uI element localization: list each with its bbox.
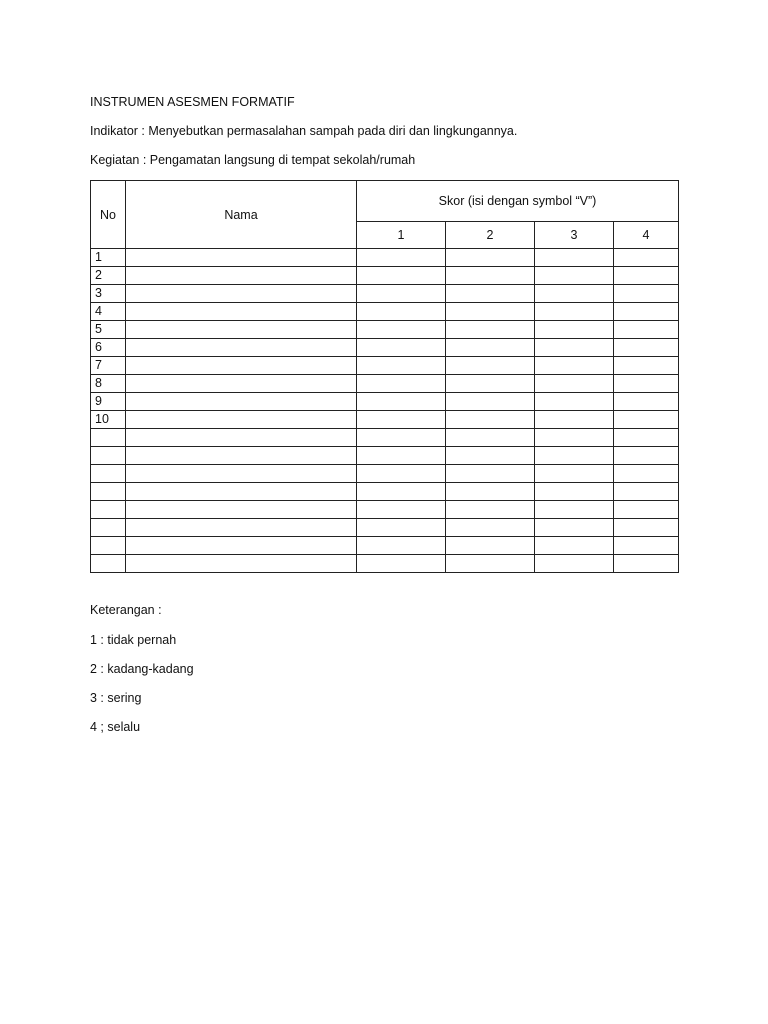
- score-cell: [446, 501, 535, 519]
- nama-cell: [126, 285, 357, 303]
- score-cell: [535, 375, 614, 393]
- score-cell: [535, 501, 614, 519]
- score-cell: [614, 357, 679, 375]
- table-row: [91, 303, 679, 321]
- table-row: [91, 267, 679, 285]
- row-number: 8: [91, 375, 126, 393]
- nama-cell: [126, 375, 357, 393]
- score-cell: [614, 393, 679, 411]
- score-cell: [357, 303, 446, 321]
- score-cell: [357, 357, 446, 375]
- score-cell: [446, 465, 535, 483]
- nama-cell: [126, 465, 357, 483]
- score-cell: [535, 483, 614, 501]
- score-cell: [446, 411, 535, 429]
- score-cell: [446, 249, 535, 267]
- score-cell: [614, 411, 679, 429]
- score-cell: [357, 339, 446, 357]
- table-row: [91, 321, 679, 339]
- row-number: 3: [91, 285, 126, 303]
- score-cell: [535, 411, 614, 429]
- nama-cell: [126, 483, 357, 501]
- row-number: [91, 465, 126, 483]
- table-row: [91, 501, 679, 519]
- score-cell: [535, 321, 614, 339]
- nama-cell: [126, 411, 357, 429]
- score-cell: [535, 519, 614, 537]
- score-cell: [357, 537, 446, 555]
- nama-cell: [126, 357, 357, 375]
- score-cell: [535, 393, 614, 411]
- header-score-2: 2: [446, 222, 535, 249]
- score-cell: [357, 555, 446, 573]
- score-cell: [357, 483, 446, 501]
- score-cell: [614, 249, 679, 267]
- keterangan-item: 2 : kadang-kadang: [90, 662, 194, 676]
- score-cell: [614, 375, 679, 393]
- row-number: [91, 555, 126, 573]
- score-cell: [357, 447, 446, 465]
- score-cell: [535, 303, 614, 321]
- score-cell: [614, 555, 679, 573]
- nama-cell: [126, 501, 357, 519]
- score-cell: [357, 375, 446, 393]
- row-number: [91, 501, 126, 519]
- score-cell: [446, 339, 535, 357]
- nama-cell: [126, 447, 357, 465]
- nama-cell: [126, 267, 357, 285]
- table-row: [91, 483, 679, 501]
- score-cell: [535, 249, 614, 267]
- score-cell: [446, 447, 535, 465]
- table-row: [91, 555, 679, 573]
- score-cell: [614, 501, 679, 519]
- row-number: 1: [91, 249, 126, 267]
- score-cell: [614, 267, 679, 285]
- score-cell: [357, 411, 446, 429]
- score-cell: [614, 465, 679, 483]
- table-row: [91, 447, 679, 465]
- table-row: [91, 357, 679, 375]
- score-cell: [357, 249, 446, 267]
- score-cell: [535, 357, 614, 375]
- row-number: [91, 429, 126, 447]
- indikator-line: Indikator : Menyebutkan permasalahan sampah pada diri dan lingkungannya.: [90, 124, 518, 138]
- score-cell: [614, 519, 679, 537]
- document-title: INSTRUMEN ASESMEN FORMATIF: [90, 95, 295, 109]
- score-cell: [357, 321, 446, 339]
- header-nama: Nama: [126, 181, 357, 249]
- score-cell: [446, 267, 535, 285]
- score-cell: [446, 483, 535, 501]
- score-cell: [614, 483, 679, 501]
- score-cell: [535, 537, 614, 555]
- score-cell: [446, 357, 535, 375]
- score-cell: [357, 393, 446, 411]
- row-number: [91, 537, 126, 555]
- score-cell: [614, 447, 679, 465]
- nama-cell: [126, 519, 357, 537]
- score-cell: [535, 555, 614, 573]
- keterangan-item: 3 : sering: [90, 691, 142, 705]
- nama-cell: [126, 339, 357, 357]
- score-cell: [357, 465, 446, 483]
- score-cell: [614, 537, 679, 555]
- keterangan-heading: Keterangan :: [90, 603, 162, 617]
- table-row: [91, 285, 679, 303]
- table-row: [91, 519, 679, 537]
- keterangan-item: 4 ; selalu: [90, 720, 141, 734]
- header-score-4: 4: [614, 222, 679, 249]
- table-row: [91, 375, 679, 393]
- nama-cell: [126, 393, 357, 411]
- score-cell: [535, 285, 614, 303]
- kegiatan-line: Kegiatan : Pengamatan langsung di tempat sekolah/rumah: [90, 153, 416, 167]
- table-body: [91, 249, 679, 573]
- table-row: [91, 465, 679, 483]
- nama-cell: [126, 429, 357, 447]
- row-number: 6: [91, 339, 126, 357]
- score-cell: [446, 303, 535, 321]
- score-cell: [446, 429, 535, 447]
- score-cell: [614, 429, 679, 447]
- row-number: 4: [91, 303, 126, 321]
- score-cell: [535, 465, 614, 483]
- score-cell: [614, 285, 679, 303]
- score-cell: [535, 267, 614, 285]
- row-number: [91, 447, 126, 465]
- score-cell: [446, 537, 535, 555]
- table-row: [91, 537, 679, 555]
- row-number: 7: [91, 357, 126, 375]
- score-cell: [614, 303, 679, 321]
- score-cell: [535, 429, 614, 447]
- score-cell: [446, 321, 535, 339]
- score-cell: [446, 285, 535, 303]
- score-cell: [614, 321, 679, 339]
- score-cell: [446, 519, 535, 537]
- row-number: 2: [91, 267, 126, 285]
- score-cell: [357, 501, 446, 519]
- header-score-1: 1: [357, 222, 446, 249]
- table-row: [91, 339, 679, 357]
- header-no: No: [91, 181, 126, 249]
- row-number: 5: [91, 321, 126, 339]
- keterangan-item: 1 : tidak pernah: [90, 633, 177, 647]
- nama-cell: [126, 537, 357, 555]
- score-cell: [446, 555, 535, 573]
- score-cell: [357, 519, 446, 537]
- table-row: [91, 249, 679, 267]
- score-cell: [446, 393, 535, 411]
- score-cell: [357, 267, 446, 285]
- score-cell: [535, 339, 614, 357]
- assessment-table: [90, 180, 679, 573]
- table-row: [91, 411, 679, 429]
- row-number: [91, 483, 126, 501]
- header-score-3: 3: [535, 222, 614, 249]
- score-cell: [357, 285, 446, 303]
- nama-cell: [126, 555, 357, 573]
- row-number: 10: [91, 411, 126, 429]
- score-cell: [535, 447, 614, 465]
- nama-cell: [126, 321, 357, 339]
- row-number: [91, 519, 126, 537]
- score-cell: [446, 375, 535, 393]
- score-cell: [357, 429, 446, 447]
- table-row: [91, 429, 679, 447]
- header-skor: Skor (isi dengan symbol “V”): [357, 181, 679, 222]
- score-cell: [614, 339, 679, 357]
- nama-cell: [126, 303, 357, 321]
- row-number: 9: [91, 393, 126, 411]
- nama-cell: [126, 249, 357, 267]
- table-row: [91, 393, 679, 411]
